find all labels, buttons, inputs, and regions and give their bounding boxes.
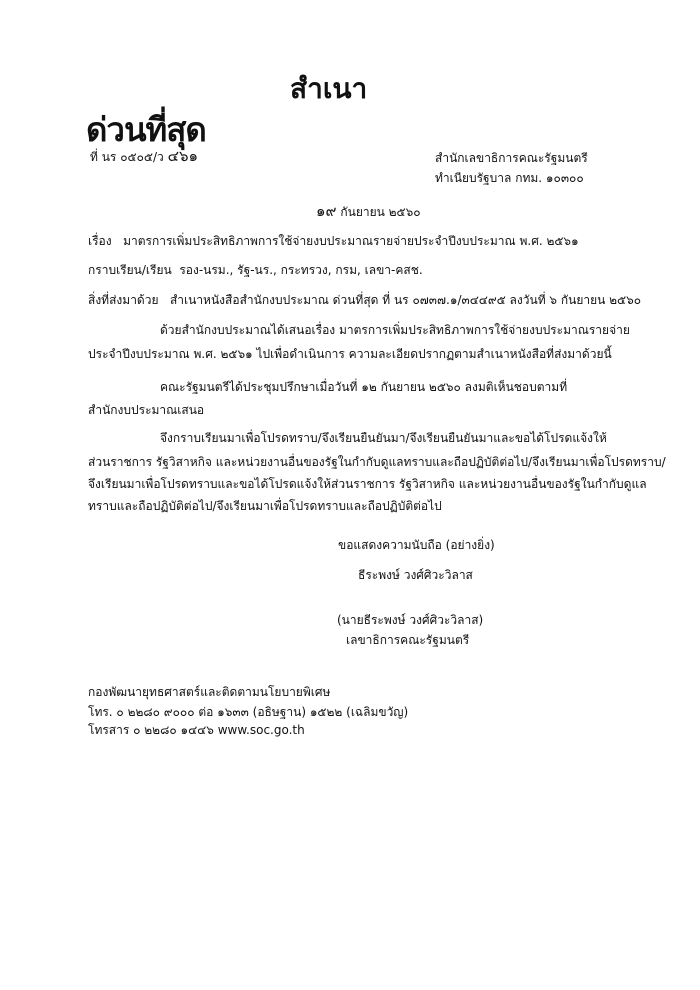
paragraph-2-line: สำนักงบประมาณเสนอ [88, 403, 205, 417]
footer-division: กองพัฒนายุทธศาสตร์และติดตามนโยบายพิเศษ [88, 685, 331, 699]
enclosure-line [88, 292, 641, 308]
date-day-handwritten: ๑๙ [316, 202, 337, 220]
document-date [316, 203, 421, 220]
copy-stamp: สำเนา [290, 72, 368, 105]
document-number-handwritten: ๔๖๑ [167, 147, 199, 165]
document-number-prefix: ที่ นร ๐๕๐๕/ว [90, 150, 164, 164]
recipient-text: รอง-นรม., รัฐ-นร., กระทรวง, กรม, เลขา-คสช. [179, 263, 423, 277]
signed-name: ธีระพงษ์ วงศ์ศิวะวิลาส [358, 568, 473, 582]
paragraph-3-line: ส่วนราชการ รัฐวิสาหกิจ และหน่วยงานอื่นของรัฐในกำกับดูแลทราบและถือปฏิบัติต่อไป/จึงเรียนมาเพื่อโปรดทราบ/ [88, 455, 666, 469]
footer-fax-website: โทรสาร ๐ ๒๒๘๐ ๑๔๔๖ www.soc.go.th [88, 723, 305, 737]
recipient-line [88, 262, 423, 278]
office-name: สำนักเลขาธิการคณะรัฐมนตรี [435, 151, 588, 165]
paragraph-1-line: ประจำปีงบประมาณ พ.ศ. ๒๕๖๑ ไปเพื่อดำเนินการ ความละเอียดปรากฏตามสำเนาหนังสือที่ส่งมาด้วยนี้ [88, 347, 612, 361]
footer-phone: โทร. ๐ ๒๒๘๐ ๙๐๐๐ ต่อ ๑๖๓๓ (อธิษฐาน) ๑๕๒๒ (เฉลิมขวัญ) [88, 705, 409, 719]
paragraph-2-line: คณะรัฐมนตรีได้ประชุมปรึกษาเมื่อวันที่ ๑๒ กันยายน ๒๕๖๐ ลงมติเห็นชอบตามที่ [160, 380, 568, 394]
office-address: ทำเนียบรัฐบาล กทม. ๑๐๓๐๐ [435, 171, 584, 185]
paragraph-3-line: ทราบและถือปฏิบัติต่อไป/จึงเรียนมาเพื่อโปรดทราบและถือปฏิบัติต่อไป [88, 499, 442, 513]
recipient-label: กราบเรียน/เรียน [88, 263, 172, 277]
paragraph-1-line: ด้วยสำนักงบประมาณได้เสนอเรื่อง มาตรการเพิ่มประสิทธิภาพการใช้จ่ายงบประมาณรายจ่าย [160, 323, 630, 337]
date-month-year: กันยายน ๒๕๖๐ [340, 205, 421, 219]
enclosure-label: สิ่งที่ส่งมาด้วย [88, 293, 159, 307]
subject-text: มาตรการเพิ่มประสิทธิภาพการใช้จ่ายงบประมาณรายจ่ายประจำปีงบประมาณ พ.ศ. ๒๕๖๑ [123, 234, 579, 248]
subject-label: เรื่อง [88, 234, 112, 248]
document-number [90, 148, 198, 165]
paragraph-3-line: จึงกราบเรียนมาเพื่อโปรดทราบ/จึงเรียนยืนยันมา/จึงเรียนยืนยันมาและขอได้โปรดแจ้งให้ [160, 431, 607, 445]
enclosure-text: สำเนาหนังสือสำนักงบประมาณ ด่วนที่สุด ที่ นร ๐๗๓๗.๑/๓๔๔๙๕ ลงวันที่ ๖ กันยายน ๒๕๖๐ [169, 293, 642, 307]
subject-line [88, 233, 579, 249]
closing-phrase: ขอแสดงความนับถือ (อย่างยิ่ง) [338, 538, 495, 552]
signatory-full-name: (นายธีระพงษ์ วงศ์ศิวะวิลาส) [337, 613, 484, 627]
urgency-stamp: ด่วนที่สุด [86, 110, 206, 149]
signatory-position: เลขาธิการคณะรัฐมนตรี [346, 633, 470, 647]
paragraph-3-line: จึงเรียนมาเพื่อโปรดทราบและขอได้โปรดแจ้งให้ส่วนราชการ รัฐวิสาหกิจ และหน่วยงานอื่นของรัฐในกำกับดูแล [88, 477, 647, 491]
